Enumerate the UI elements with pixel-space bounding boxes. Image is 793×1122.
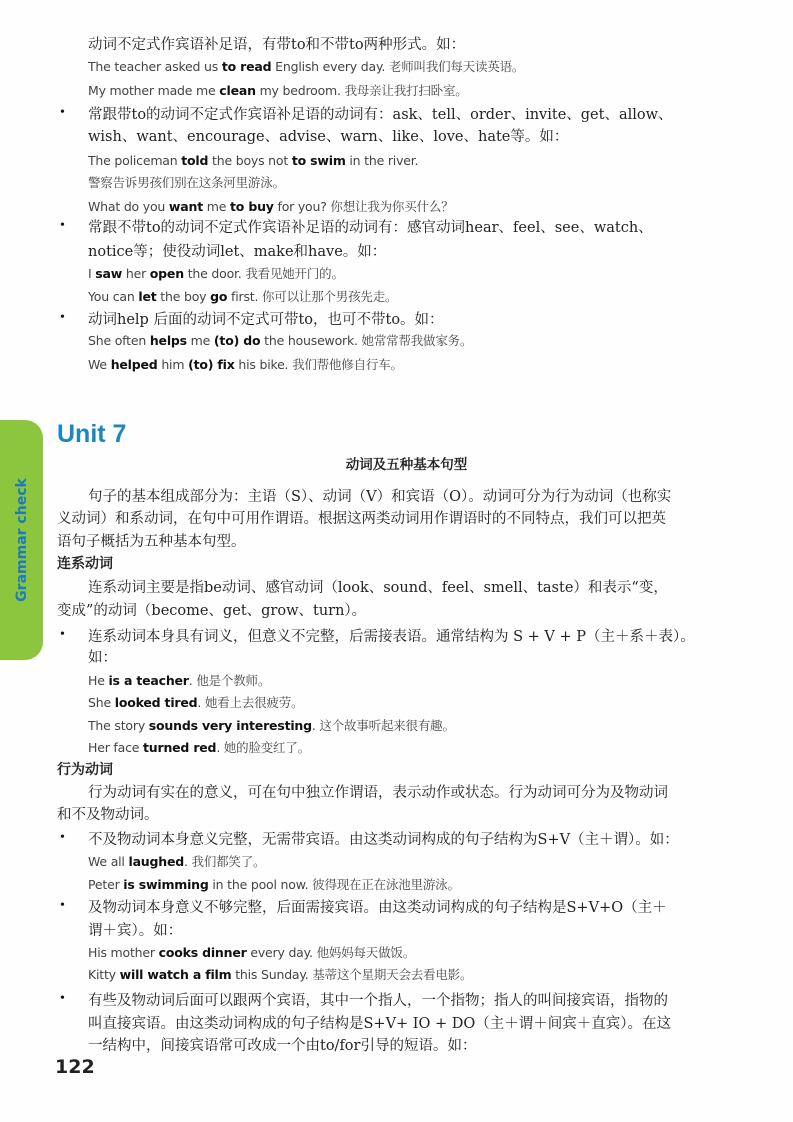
emphasized-text: turned red [143,740,217,755]
paragraph-line [88,487,671,507]
example-sentence [88,264,344,284]
example-sentence [88,151,418,171]
paragraph-line [88,898,667,918]
text-segment: 警察告诉男孩们别在这条河里游泳。 [88,175,285,190]
text-segment: in the river. [345,153,419,168]
text-segment: Peter [88,877,124,892]
example-sentence [88,197,453,217]
text-segment: 及物动词本身意义不够完整，后面需接宾语。由这类动词构成的句子结构是S+V+O（主＋ [88,900,667,916]
example-sentence [88,693,303,713]
text-segment: wish、want、encourage、advise、warn、like、love、hate等。如： [88,129,569,145]
example-sentence [88,173,285,193]
text-segment: 连系动词 [57,556,113,572]
text-segment: the housework. 她常常帮我做家务。 [260,333,473,348]
text-segment: English every day. 老师叫我们每天读英语。 [271,59,525,74]
text-segment: 动词help 后面的动词不定式可带to，也可不带to。如： [88,312,444,328]
text-segment: What do you [88,199,169,214]
bullet-icon: • [60,310,65,325]
text-segment: We [88,357,111,372]
paragraph-line [88,105,673,125]
emphasized-text: clean [219,83,256,98]
emphasized-text: is a teacher [108,673,189,688]
text-segment: first. 你可以让那个男孩先走。 [227,289,398,304]
bullet-icon: • [60,627,65,642]
emphasized-text: let [138,289,157,304]
paragraph-line [88,1036,476,1056]
text-segment: me [186,333,214,348]
text-segment: She often [88,333,150,348]
text-segment: 行为动词有实在的意义，可在句中独立作谓语，表示动作或状态。行为动词可分为及物动词 [88,785,668,801]
text-segment: 连系动词主要是指be动词、感官动词（look、sound、feel、smell、taste）和表示“变， [88,580,668,596]
text-segment: He [88,673,109,688]
text-segment: His mother [88,945,159,960]
emphasized-text: open [149,266,184,281]
emphasized-text: saw [95,266,123,281]
text-segment: . 她看上去很疲劳。 [197,695,304,710]
emphasized-text: want [168,199,203,214]
text-segment: 语句子概括为五种基本句型。 [57,534,246,550]
text-segment: for you? 你想让我为你买什么？ [273,199,454,214]
paragraph-line [88,648,117,668]
text-segment: her [122,266,150,281]
text-segment: . 这个故事听起来很有趣。 [311,718,455,733]
example-sentence [88,81,468,101]
section-tab-label: Grammar check [14,478,30,602]
text-segment: The policeman [88,153,182,168]
text-segment: She [88,695,115,710]
paragraph-line [88,783,668,803]
text-segment: . 她的脸变红了。 [216,740,310,755]
emphasized-text: go [210,289,228,304]
text-segment: We all [88,854,129,869]
paragraph-line [88,1014,671,1034]
example-sentence [88,287,397,307]
example-sentence [88,355,403,375]
text-segment: 不及物动词本身意义完整，无需带宾语。由这类动词构成的句子结构为S+V（主＋谓）。如： [88,832,679,848]
text-segment: 动词及五种基本句型 [345,457,468,473]
text-segment: 谓＋宾）。如： [88,923,183,939]
paragraph-line [57,532,246,552]
page-number: 122 [55,1056,95,1078]
paragraph-line [57,805,159,825]
emphasized-text: to swim [291,153,346,168]
text-segment: My mother made me [88,83,220,98]
paragraph-line [57,601,366,621]
text-segment: 常跟不带to的动词不定式作宾语补足语的动词有：感官动词hear、feel、see、watch、 [88,220,653,236]
emphasized-text: looked tired [114,695,198,710]
emphasized-text: laughed [128,854,184,869]
paragraph-line [88,35,465,55]
text-segment: 动词不定式作宾语补足语，有带to和不带to两种形式。如： [88,37,466,53]
example-sentence [88,852,265,872]
emphasized-text: will watch a film [119,967,232,982]
text-segment: 如： [88,650,117,666]
text-segment: his bike. 我们帮他修自行车。 [234,357,403,372]
paragraph-line [57,509,666,529]
subheading [57,760,113,780]
text-segment: 变成”的动词（become、get、grow、turn）。 [57,603,367,619]
bullet-icon: • [60,105,65,120]
text-segment: 一结构中，间接宾语常可改成一个由to/for引导的短语。如： [88,1038,477,1054]
emphasized-text: told [181,153,209,168]
example-sentence [88,965,472,985]
paragraph-line [88,310,444,330]
bullet-icon: • [60,830,65,845]
text-segment: The story [88,718,149,733]
emphasized-text: cooks dinner [158,945,247,960]
bullet-icon: • [60,991,65,1006]
text-segment: I [88,266,96,281]
paragraph-line [88,218,653,238]
text-segment: 叫直接宾语。由这类动词构成的句子结构是S+V+ IO + DO（主＋谓＋间宾＋直宾）。在这 [88,1016,672,1032]
text-segment: 句子的基本组成部分为：主语（S）、动词（V）和宾语（O）。动词可分为行为动词（也称实 [88,489,672,505]
bullet-icon: • [60,218,65,233]
text-segment: . 他是个教师。 [188,673,271,688]
text-segment: the door. 我看见她开门的。 [183,266,344,281]
emphasized-text: sounds very interesting [148,718,312,733]
bullet-icon: • [60,898,65,913]
text-segment: Kitty [88,967,120,982]
text-segment: every day. 他妈妈每天做饭。 [246,945,415,960]
paragraph-line [88,578,668,598]
text-segment: in the pool now. 彼得现在正在泳池里游泳。 [208,877,460,892]
paragraph-line [88,921,182,941]
emphasized-text: helped [110,357,158,372]
example-sentence [88,875,460,895]
paragraph-line [88,627,695,647]
text-segment: 有些及物动词后面可以跟两个宾语，其中一个指人，一个指物；指人的叫间接宾语，指物的 [88,993,668,1009]
text-segment: the boy [156,289,211,304]
emphasized-text: to read [221,59,272,74]
emphasized-text: (to) fix [188,357,235,372]
text-segment: notice等；使役动词let、make和have。如： [88,244,387,260]
emphasized-text: helps [149,333,187,348]
text-segment: this Sunday. 基蒂这个星期天会去看电影。 [231,967,473,982]
paragraph-line [88,127,568,147]
example-sentence [88,716,455,736]
text-segment: 和不及物动词。 [57,807,159,823]
text-segment: You can [88,289,139,304]
text-segment: Her face [88,740,143,755]
text-segment: 义动词）和系动词，在句中可用作谓语。根据这两类动词用作谓语时的不同特点，我们可以把英 [57,511,666,527]
text-segment: 行为动词 [57,762,113,778]
example-sentence [88,943,415,963]
example-sentence [88,331,472,351]
emphasized-text: (to) do [213,333,261,348]
text-segment: The teacher asked us [88,59,222,74]
text-segment: him [157,357,189,372]
paragraph-line [88,991,668,1011]
paragraph-line [88,830,679,850]
subheading [57,554,113,574]
example-sentence [88,57,524,77]
unit-heading: Unit 7 [57,420,127,448]
example-sentence [88,671,270,691]
emphasized-text: is swimming [123,877,209,892]
paragraph-line [88,242,386,262]
example-sentence [88,738,310,758]
text-segment: my bedroom. 我母亲让我打扫卧室。 [255,83,468,98]
text-segment: the boys not [208,153,292,168]
text-segment: . 我们都笑了。 [183,854,266,869]
text-segment: 常跟带to的动词不定式作宾语补足语的动词有：ask、tell、order、invite、get、allow、 [88,107,673,123]
section-title [0,455,793,475]
text-segment: me [202,199,230,214]
text-segment: 连系动词本身具有词义，但意义不完整，后需接表语。通常结构为 S + V + P（主＋系＋表）。 [88,629,695,645]
emphasized-text: to buy [230,199,274,214]
